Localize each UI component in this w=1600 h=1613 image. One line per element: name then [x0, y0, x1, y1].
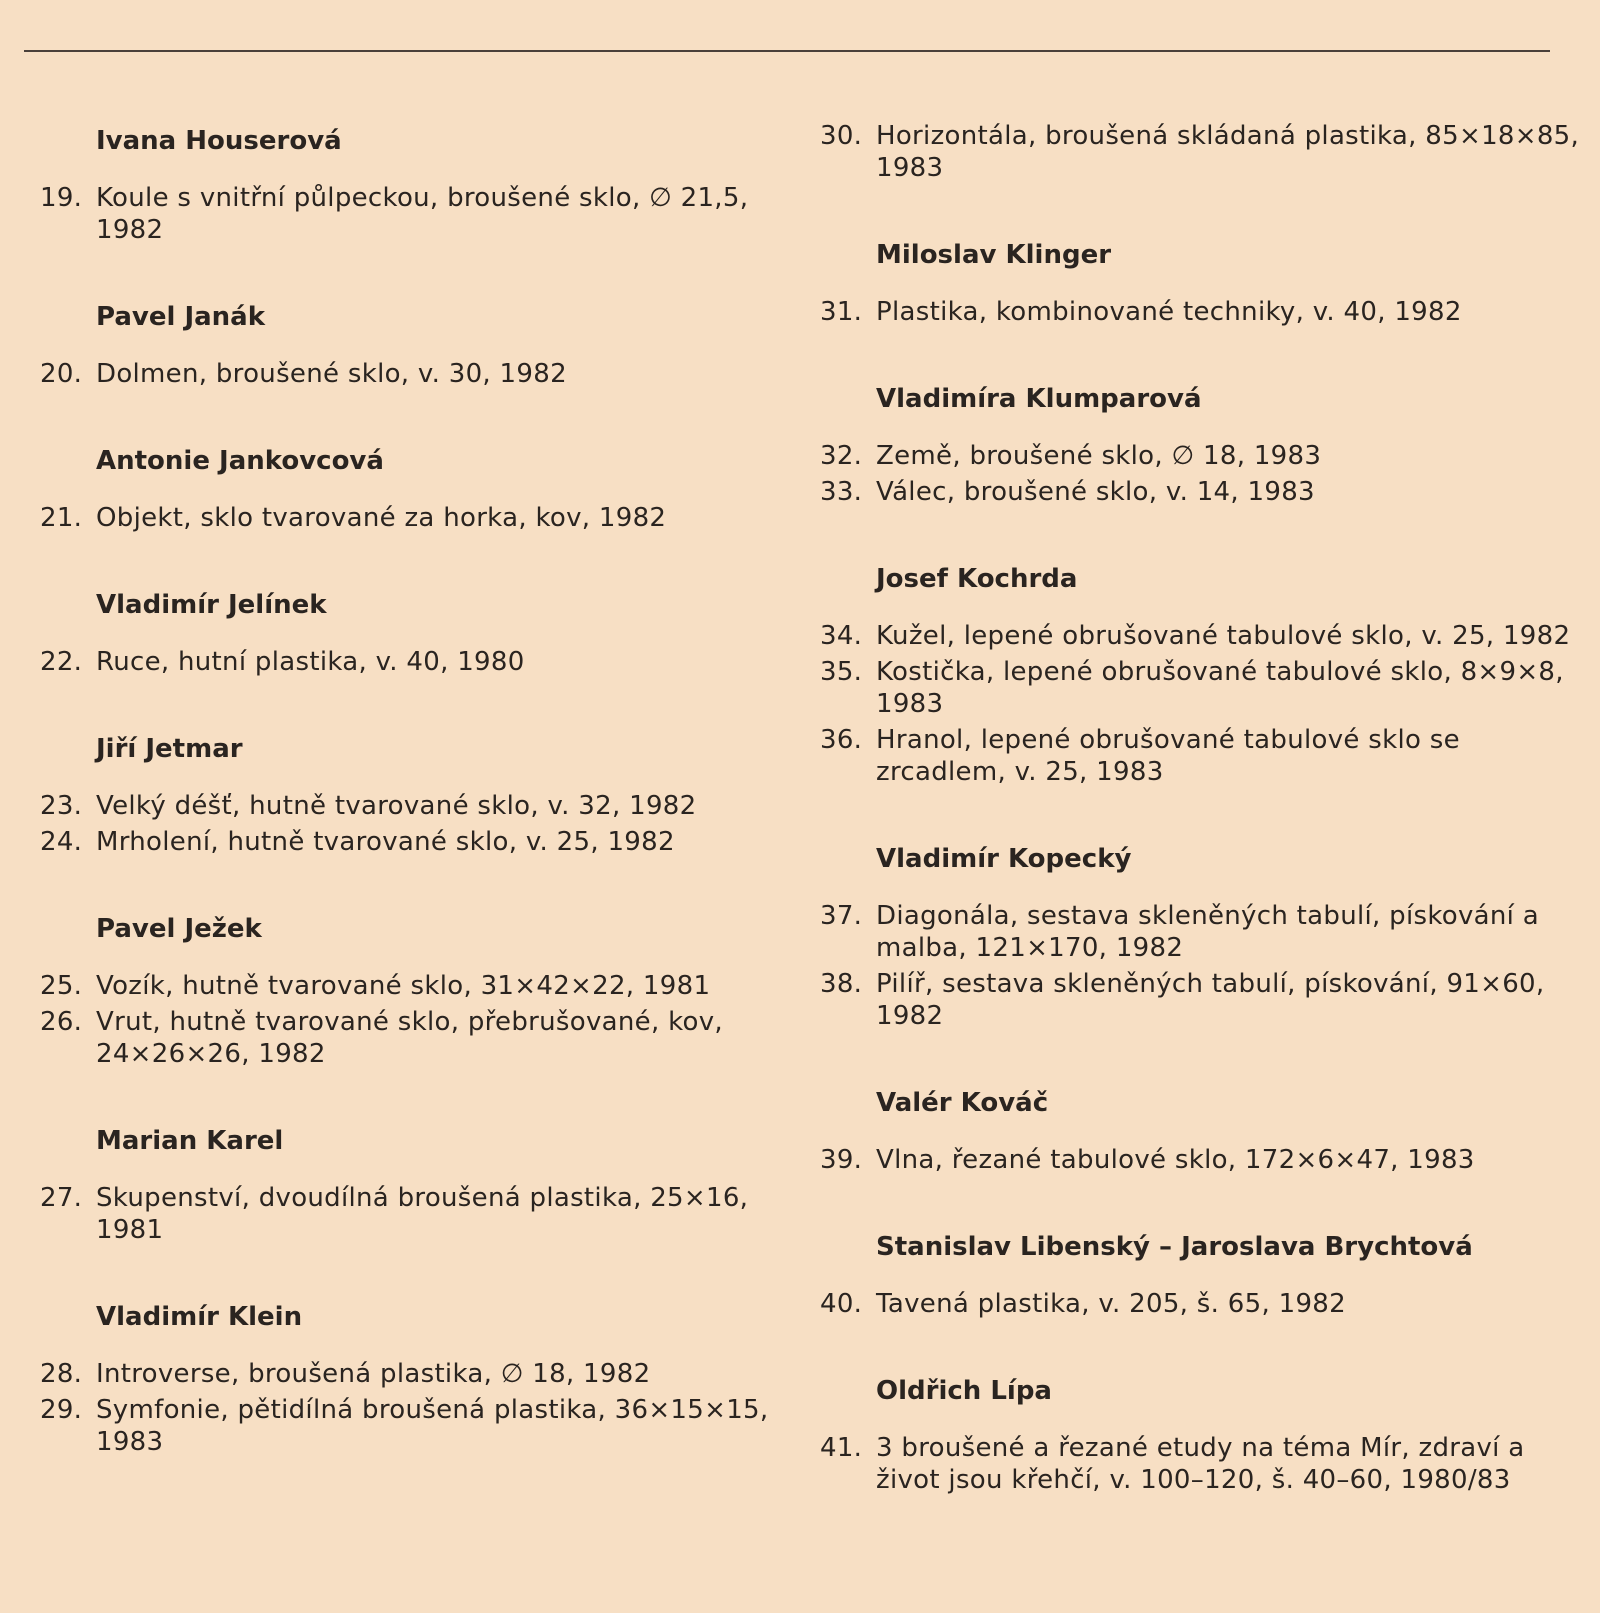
section-gap — [820, 332, 1580, 384]
catalog-entry — [820, 476, 1580, 508]
catalog-entry — [820, 620, 1580, 652]
entry-number: 40. — [820, 1289, 863, 1319]
entry-number: 33. — [820, 477, 863, 507]
entry-number: 22. — [40, 647, 83, 677]
catalog-entry — [820, 296, 1580, 328]
entry-description: Tavená plastika, v. 205, š. 65, 1982 — [876, 1289, 1346, 1319]
artist-name: Marian Karel — [96, 1126, 284, 1156]
catalog-entry — [820, 120, 1580, 184]
artist-name: Vladimír Klein — [96, 1302, 303, 1332]
catalog-section — [820, 564, 1580, 788]
section-gap — [40, 862, 800, 914]
entry-number: 25. — [40, 971, 83, 1001]
left-column — [40, 126, 800, 1462]
entry-number: 24. — [40, 827, 83, 857]
entry-number: 39. — [820, 1145, 863, 1175]
right-column — [820, 120, 1580, 1500]
entry-number: 21. — [40, 503, 83, 533]
artist-name: Valér Kováč — [876, 1088, 1049, 1118]
entry-description: Ruce, hutní plastika, v. 40, 1980 — [96, 647, 525, 677]
section-gap — [40, 1074, 800, 1126]
entry-description: Koule s vnitřní půlpeckou, broušené sklo, ∅ 21,5, 1982 — [96, 183, 749, 245]
entry-description: Vrut, hutně tvarované sklo, přebrušované, kov, 24×26×26, 1982 — [96, 1007, 723, 1069]
entry-number: 37. — [820, 901, 863, 931]
section-gap — [40, 394, 800, 446]
entry-number: 35. — [820, 657, 863, 687]
section-gap — [40, 1250, 800, 1302]
entry-description: Introverse, broušená plastika, ∅ 18, 1982 — [96, 1359, 651, 1389]
catalog-section — [40, 734, 800, 858]
catalog-entry — [40, 1182, 800, 1246]
section-gap — [820, 1036, 1580, 1088]
artist-name: Pavel Janák — [96, 302, 266, 332]
entry-number: 34. — [820, 621, 863, 651]
entry-description: Země, broušené sklo, ∅ 18, 1983 — [876, 441, 1322, 471]
entry-number: 36. — [820, 725, 863, 755]
catalog-entry — [820, 1144, 1580, 1176]
entry-description: Vlna, řezané tabulové sklo, 172×6×47, 1983 — [876, 1145, 1475, 1175]
entry-description: Diagonála, sestava skleněných tabulí, pískování a malba, 121×170, 1982 — [876, 901, 1539, 963]
artist-name: Josef Kochrda — [876, 564, 1078, 594]
entry-description: Skupenství, dvoudílná broušená plastika, 25×16, 1981 — [96, 1183, 749, 1245]
entry-number: 20. — [40, 359, 83, 389]
catalog-entry — [820, 656, 1580, 720]
artist-name: Jiří Jetmar — [96, 734, 243, 764]
entry-number: 26. — [40, 1007, 83, 1037]
section-gap — [820, 188, 1580, 240]
entry-description: Mrholení, hutně tvarované sklo, v. 25, 1982 — [96, 827, 675, 857]
catalog-section — [820, 1232, 1580, 1320]
entry-number: 27. — [40, 1183, 83, 1213]
catalog-entry — [40, 1358, 800, 1390]
catalog-entry — [40, 502, 800, 534]
entry-description: Velký déšť, hutně tvarované sklo, v. 32, 1982 — [96, 791, 697, 821]
catalog-entry — [820, 1288, 1580, 1320]
entry-description: Hranol, lepené obrušované tabulové sklo se zrcadlem, v. 25, 1983 — [876, 725, 1460, 787]
section-gap — [820, 512, 1580, 564]
artist-name: Stanislav Libenský – Jaroslava Brychtová — [876, 1232, 1473, 1262]
entry-description: Válec, broušené sklo, v. 14, 1983 — [876, 477, 1315, 507]
catalog-section — [40, 126, 800, 246]
entry-number: 29. — [40, 1395, 83, 1425]
catalog-entry — [40, 358, 800, 390]
entry-number: 31. — [820, 297, 863, 327]
catalog-section — [40, 302, 800, 390]
catalog-section — [820, 384, 1580, 508]
catalog-section — [820, 240, 1580, 328]
entry-number: 41. — [820, 1433, 863, 1463]
catalog-entry — [40, 1394, 800, 1458]
entry-description: Kostička, lepené obrušované tabulové sklo, 8×9×8, 1983 — [876, 657, 1564, 719]
entry-description: Objekt, sklo tvarované za horka, kov, 1982 — [96, 503, 667, 533]
entry-description: Kužel, lepené obrušované tabulové sklo, v. 25, 1982 — [876, 621, 1571, 651]
catalog-section — [820, 1376, 1580, 1496]
entry-description: Symfonie, pětidílná broušená plastika, 36×15×15, 1983 — [96, 1395, 769, 1457]
catalog-entry — [820, 1432, 1580, 1496]
catalog-entry — [820, 724, 1580, 788]
entry-number: 32. — [820, 441, 863, 471]
catalog-entry — [820, 440, 1580, 472]
section-gap — [40, 538, 800, 590]
section-gap — [40, 682, 800, 734]
section-gap — [820, 1180, 1580, 1232]
artist-name: Oldřich Lípa — [876, 1376, 1052, 1406]
entry-description: Dolmen, broušené sklo, v. 30, 1982 — [96, 359, 567, 389]
entry-number: 28. — [40, 1359, 83, 1389]
section-gap — [820, 792, 1580, 844]
entry-description: Plastika, kombinované techniky, v. 40, 1982 — [876, 297, 1462, 327]
artist-name: Ivana Houserová — [96, 126, 342, 156]
catalog-entry — [820, 900, 1580, 964]
catalog-entry — [40, 826, 800, 858]
catalog-entry — [820, 968, 1580, 1032]
catalog-section — [40, 1302, 800, 1458]
entry-number: 38. — [820, 969, 863, 999]
catalog-section — [40, 914, 800, 1070]
entry-description: Pilíř, sestava skleněných tabulí, pískování, 91×60, 1982 — [876, 969, 1545, 1031]
entry-description: 3 broušené a řezané etudy na téma Mír, zdraví a život jsou křehčí, v. 100–120, š. 40–60, 1980/83 — [876, 1433, 1525, 1495]
entry-number: 30. — [820, 121, 863, 151]
catalog-section — [820, 120, 1580, 184]
top-rule — [24, 50, 1550, 52]
entry-number: 23. — [40, 791, 83, 821]
catalog-section — [40, 446, 800, 534]
artist-name: Vladimíra Klumparová — [876, 384, 1202, 414]
artist-name: Vladimír Kopecký — [876, 844, 1132, 874]
catalog-entry — [40, 970, 800, 1002]
entry-number: 19. — [40, 183, 83, 213]
entry-description: Horizontála, broušená skládaná plastika, 85×18×85, 1983 — [876, 121, 1580, 183]
artist-name: Miloslav Klinger — [876, 240, 1112, 270]
section-gap — [40, 250, 800, 302]
catalog-section — [40, 590, 800, 678]
section-gap — [820, 1324, 1580, 1376]
catalog-section — [820, 844, 1580, 1032]
catalog-section — [820, 1088, 1580, 1176]
artist-name: Vladimír Jelínek — [96, 590, 327, 620]
catalog-entry — [40, 790, 800, 822]
catalog-entry — [40, 182, 800, 246]
entry-description: Vozík, hutně tvarované sklo, 31×42×22, 1981 — [96, 971, 711, 1001]
artist-name: Antonie Jankovcová — [96, 446, 384, 476]
catalog-entry — [40, 1006, 800, 1070]
catalog-entry — [40, 646, 800, 678]
catalog-section — [40, 1126, 800, 1246]
artist-name: Pavel Ježek — [96, 914, 262, 944]
